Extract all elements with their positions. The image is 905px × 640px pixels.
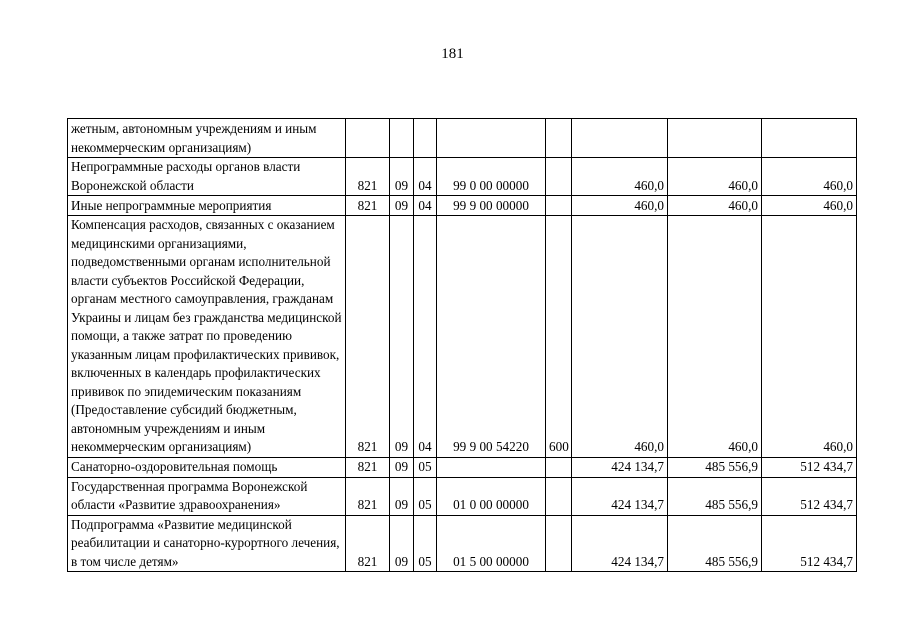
expense-type-cell: 600	[546, 216, 572, 458]
row-name: Подпрограмма «Развитие медицинской реабилитации и санаторно-курортного лечения, в том числе детям»	[68, 515, 346, 572]
amount-year3-cell: 460,0	[762, 158, 857, 196]
expense-type-cell	[546, 477, 572, 515]
section-cell	[390, 119, 414, 158]
table-row	[68, 158, 857, 196]
section-cell: 09	[390, 457, 414, 477]
amount-year2-cell: 460,0	[668, 196, 762, 216]
amount-year3-cell: 512 434,7	[762, 477, 857, 515]
row-name: Компенсация расходов, связанных с оказанием медицинскими организациями, подведомственными органам исполнительной власти субъектов Российской Федерации, органам местного самоуправления, гражданам Украины и лицам без гражданства медицинской помощи, а также затрат по проведению указанным лицам профилактических прививок, включенных в календарь профилактических прививок по эпидемическим показаниям (Предоставление субсидий бюджетным, автономным учреждениям и иным некоммерческим организациям)	[68, 216, 346, 458]
grbs-cell: 821	[346, 158, 390, 196]
subsection-cell: 05	[414, 515, 437, 572]
section-cell: 09	[390, 515, 414, 572]
subsection-cell: 04	[414, 196, 437, 216]
budget-table	[67, 118, 857, 572]
table-row	[68, 477, 857, 515]
amount-year2-cell	[668, 119, 762, 158]
subsection-cell: 05	[414, 457, 437, 477]
amount-year2-cell: 485 556,9	[668, 477, 762, 515]
amount-year1-cell: 424 134,7	[572, 477, 668, 515]
table-row	[68, 196, 857, 216]
row-name: Иные непрограммные мероприятия	[68, 196, 346, 216]
subsection-cell: 05	[414, 477, 437, 515]
amount-year1-cell: 424 134,7	[572, 515, 668, 572]
amount-year1-cell: 460,0	[572, 158, 668, 196]
section-cell: 09	[390, 216, 414, 458]
target-article-cell: 99 0 00 00000	[437, 158, 546, 196]
row-name: Государственная программа Воронежской области «Развитие здравоохранения»	[68, 477, 346, 515]
amount-year2-cell: 485 556,9	[668, 515, 762, 572]
target-article-cell: 01 0 00 00000	[437, 477, 546, 515]
subsection-cell: 04	[414, 158, 437, 196]
amount-year3-cell: 460,0	[762, 196, 857, 216]
table-row	[68, 457, 857, 477]
expense-type-cell	[546, 457, 572, 477]
row-name: Санаторно-оздоровительная помощь	[68, 457, 346, 477]
row-name: Непрограммные расходы органов власти Воронежской области	[68, 158, 346, 196]
amount-year2-cell: 460,0	[668, 158, 762, 196]
table-row	[68, 216, 857, 458]
section-cell: 09	[390, 158, 414, 196]
amount-year2-cell: 460,0	[668, 216, 762, 458]
grbs-cell: 821	[346, 196, 390, 216]
table-row	[68, 119, 857, 158]
grbs-cell: 821	[346, 457, 390, 477]
target-article-cell: 99 9 00 54220	[437, 216, 546, 458]
grbs-cell: 821	[346, 477, 390, 515]
expense-type-cell	[546, 196, 572, 216]
expense-type-cell	[546, 515, 572, 572]
subsection-cell	[414, 119, 437, 158]
amount-year1-cell	[572, 119, 668, 158]
target-article-cell	[437, 119, 546, 158]
amount-year3-cell: 460,0	[762, 216, 857, 458]
expense-type-cell	[546, 119, 572, 158]
amount-year1-cell: 424 134,7	[572, 457, 668, 477]
grbs-cell	[346, 119, 390, 158]
amount-year1-cell: 460,0	[572, 196, 668, 216]
target-article-cell	[437, 457, 546, 477]
page-number: 181	[441, 46, 464, 62]
grbs-cell: 821	[346, 216, 390, 458]
grbs-cell: 821	[346, 515, 390, 572]
section-cell: 09	[390, 196, 414, 216]
table-row	[68, 515, 857, 572]
subsection-cell: 04	[414, 216, 437, 458]
expense-type-cell	[546, 158, 572, 196]
amount-year3-cell: 512 434,7	[762, 515, 857, 572]
amount-year3-cell	[762, 119, 857, 158]
amount-year2-cell: 485 556,9	[668, 457, 762, 477]
row-name: жетным, автономным учреждениям и иным некоммерческим организациям)	[68, 119, 346, 158]
target-article-cell: 99 9 00 00000	[437, 196, 546, 216]
amount-year1-cell: 460,0	[572, 216, 668, 458]
target-article-cell: 01 5 00 00000	[437, 515, 546, 572]
section-cell: 09	[390, 477, 414, 515]
amount-year3-cell: 512 434,7	[762, 457, 857, 477]
